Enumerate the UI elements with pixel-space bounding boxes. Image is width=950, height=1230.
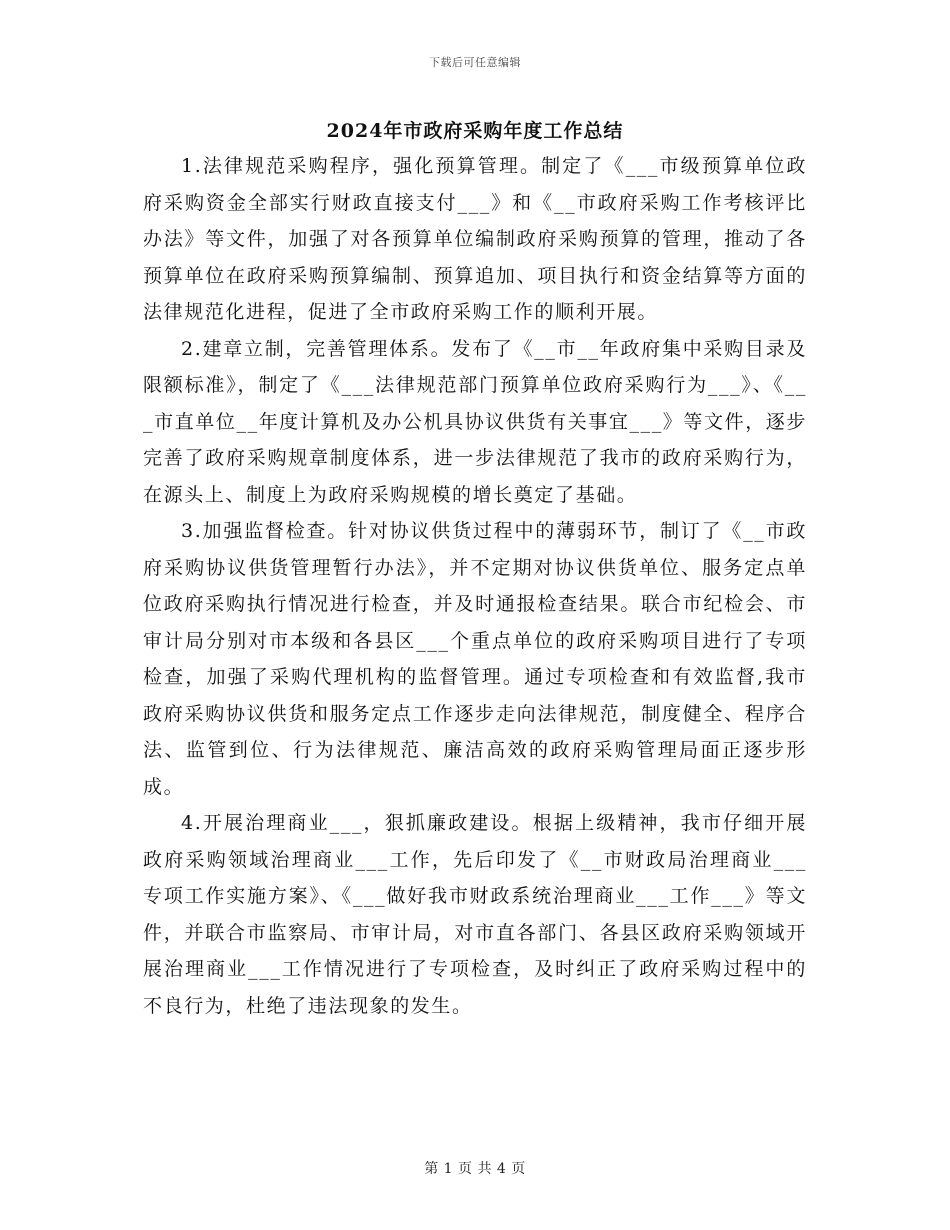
paragraph-3: 3.加强监督检查。针对协议供货过程中的薄弱环节，制订了《__市政府采购协议供货管理暂行办法》，并不定期对协议供货单位、服务定点单位政府采购执行情况进行检查，并及时通报检查结果。联合市纪检会、市审计局分别对市本级和各县区___个重点单位的政府采购项目进行了专项检查，加强了采购代理机构的监督管理。通过专项检查和有效监督,我市政府采购协议供货和服务定点工作逐步走向法律规范，制度健全、程序合法、监管到位、行为法律规范、廉洁高效的政府采购管理局面正逐步形成。 — [143, 520, 807, 798]
document-title: 2024年市政府采购年度工作总结 — [326, 120, 624, 142]
download-note: 下载后可任意编辑 — [429, 56, 521, 69]
paragraph-4: 4.开展治理商业___，狠抓廉政建设。根据上级精神，我市仔细开展政府采购领域治理商业___工作，先后印发了《__市财政局治理商业___专项工作实施方案》、《___做好我市财政系统治理商业___工作___》等文件，并联合市监察局、市审计局，对市直各部门、各县区政府采购领域开展治理商业___工作情况进行了专项检查，及时纠正了政府采购过程中的不良行为，杜绝了违法现象的发生。 — [143, 812, 807, 1017]
paragraph-2: 2.建章立制，完善管理体系。发布了《__市__年政府集中采购目录及限额标准》，制定了《___法律规范部门预算单位政府采购行为___》、《___市直单位__年度计算机及办公机具协议供货有关事宜___》等文件，逐步完善了政府采购规章制度体系，进一步法律规范了我市的政府采购行为，在源头上、制度上为政府采购规模的增长奠定了基础。 — [143, 337, 808, 506]
paragraph-1: 1.法律规范采购程序，强化预算管理。制定了《___市级预算单位政府采购资金全部实行财政直接支付___》和《__市政府采购工作考核评比办法》等文件，加强了对各预算单位编制政府采购预算的管理，推动了各预算单位在政府采购预算编制、预算追加、项目执行和资金结算等方面的法律规范化进程，促进了全市政府采购工作的顺利开展。 — [143, 155, 807, 323]
document-body — [143, 148, 807, 1024]
page-number: 第 1 页 共 4 页 — [424, 1161, 526, 1177]
